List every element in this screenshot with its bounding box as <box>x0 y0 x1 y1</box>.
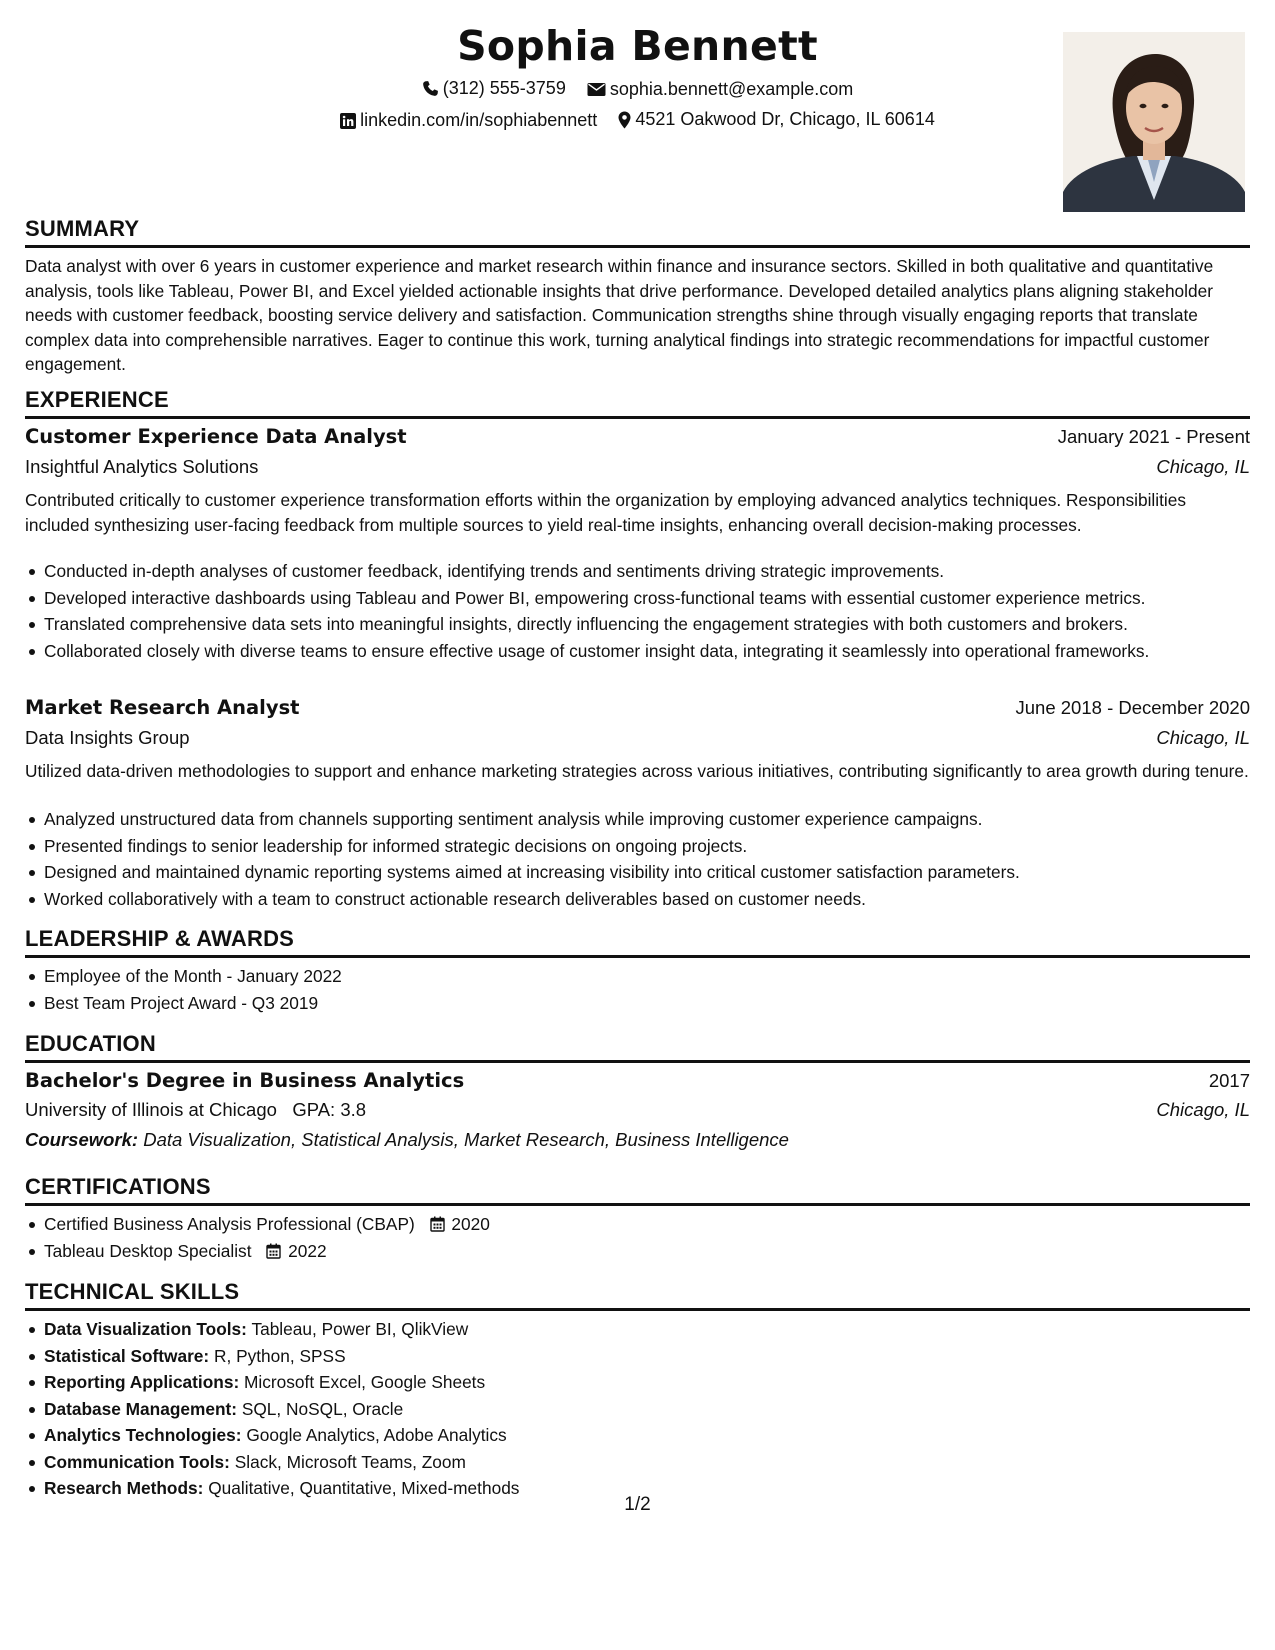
phone-number: (312) 555-3759 <box>442 78 566 98</box>
certification-year: 2022 <box>288 1240 327 1261</box>
list-item: Employee of the Month - January 2022 <box>25 964 1250 989</box>
list-item <box>25 1450 1250 1475</box>
graduation-year: 2017 <box>1208 1070 1250 1091</box>
calendar-icon <box>266 1243 281 1259</box>
summary-text: Data analyst with over 6 years in customer experience and market research within finance and insurance sectors. Skilled in both qualitative and quantitative analysis, tools like Tableau, Power BI, and Excel yielded actionable insights that drive performance. Developed detailed analytics plans aligning stakeholder needs with customer feedback, boosting service delivery and satisfaction. Communication strengths shine through visually engaging reports that translate complex data into comprehensible narratives. Eager to continue this work, turning analytical findings into strategic recommendations for impactful customer engagement. <box>25 256 1214 374</box>
certifications-heading: CERTIFICATIONS <box>25 1174 1250 1206</box>
summary-heading: SUMMARY <box>25 216 1250 248</box>
list-item <box>25 1344 1250 1369</box>
skill-values: SQL, NoSQL, Oracle <box>241 1398 404 1419</box>
phone-contact <box>422 78 566 99</box>
education-heading: EDUCATION <box>25 1031 1250 1063</box>
list-item: Translated comprehensive data sets into meaningful insights, directly influencing the engagement strategies with both customers and brokers. <box>25 612 1250 637</box>
skill-category: Research Methods: <box>44 1478 204 1498</box>
certifications-list <box>25 1212 1250 1265</box>
skill-category: Database Management: <box>44 1398 238 1419</box>
skill-values: Qualitative, Quantitative, Mixed-methods <box>208 1478 520 1498</box>
email-contact[interactable] <box>587 79 853 100</box>
list-item <box>25 1423 1250 1448</box>
skill-values: Slack, Microsoft Teams, Zoom <box>234 1451 466 1472</box>
list-item: Designed and maintained dynamic reporting systems aimed at increasing visibility into critical customer satisfaction parameters. <box>25 860 1250 885</box>
address-contact <box>618 109 935 130</box>
location-pin-icon <box>618 111 631 129</box>
school-name: University of Illinois at Chicago <box>25 1099 277 1120</box>
list-item: Developed interactive dashboards using Tableau and Power BI, empowering cross-functional teams with essential customer experience metrics. <box>25 586 1250 611</box>
list-item: Presented findings to senior leadership for informed strategic decisions on ongoing projects. <box>25 834 1250 859</box>
list-item: Worked collaboratively with a team to construct actionable research deliverables based on customer needs. <box>25 887 1250 912</box>
profile-photo <box>1063 32 1245 212</box>
experience-heading: EXPERIENCE <box>25 387 1250 419</box>
job-bullets <box>25 559 1250 665</box>
awards-list <box>25 964 1250 1017</box>
skill-values: Microsoft Excel, Google Sheets <box>244 1372 486 1392</box>
gpa: GPA: 3.8 <box>292 1099 367 1120</box>
job-description: Contributed critically to customer experience transformation efforts within the organization by employing advanced analytics techniques. Responsibilities included synthesizing user-facing feedback from multiple sources to yield real-time insights, enhancing overall decision-making processes. <box>25 490 1187 535</box>
envelope-icon <box>587 82 606 97</box>
list-item: Analyzed unstructured data from channels supporting sentiment analysis while improving customer experience campaigns. <box>25 807 1250 832</box>
candidate-name: Sophia Bennett <box>457 22 818 70</box>
coursework-line <box>25 1129 789 1151</box>
list-item <box>25 1239 1250 1264</box>
skill-category: Data Visualization Tools: <box>44 1319 247 1339</box>
skill-category: Communication Tools: <box>44 1451 230 1472</box>
school-line <box>25 1099 366 1121</box>
list-item: Best Team Project Award - Q3 2019 <box>25 991 1250 1016</box>
linkedin-url[interactable]: linkedin.com/in/sophiabennett <box>360 110 598 130</box>
job-company: Data Insights Group <box>25 727 190 748</box>
skill-values: Tableau, Power BI, QlikView <box>251 1319 469 1339</box>
job-dates: January 2021 - Present <box>1057 426 1250 447</box>
linkedin-icon <box>340 113 356 129</box>
skills-heading: TECHNICAL SKILLS <box>25 1279 1250 1311</box>
job-location: Chicago, IL <box>1156 456 1250 477</box>
resume-page <box>25 0 1250 1650</box>
phone-icon <box>422 80 439 97</box>
list-item <box>25 1397 1250 1422</box>
skill-category: Reporting Applications: <box>44 1372 240 1392</box>
degree-title: Bachelor's Degree in Business Analytics <box>25 1069 465 1092</box>
certification-year: 2020 <box>451 1214 490 1234</box>
coursework-label: Coursework: <box>25 1129 139 1150</box>
list-item <box>25 1212 1250 1237</box>
list-item: Conducted in-depth analyses of customer feedback, identifying trends and sentiments driving strategic improvements. <box>25 559 1250 584</box>
linkedin-contact[interactable] <box>340 110 597 131</box>
school-location: Chicago, IL <box>1156 1099 1250 1120</box>
certification-name: Tableau Desktop Specialist <box>44 1240 252 1261</box>
job-title: Market Research Analyst <box>25 696 300 719</box>
job-title: Customer Experience Data Analyst <box>25 425 407 448</box>
street-address: 4521 Oakwood Dr, Chicago, IL 60614 <box>635 109 935 129</box>
job-bullets <box>25 807 1250 913</box>
job-location: Chicago, IL <box>1156 727 1250 748</box>
email-address[interactable]: sophia.bennett@example.com <box>609 79 854 99</box>
calendar-icon <box>430 1216 445 1232</box>
skill-category: Statistical Software: <box>44 1345 210 1366</box>
page-number: 1/2 <box>624 1494 651 1515</box>
leadership-heading: LEADERSHIP & AWARDS <box>25 926 1250 958</box>
job-description: Utilized data-driven methodologies to support and enhance marketing strategies across various initiatives, contributing significantly to area growth during tenure. <box>25 761 1249 781</box>
skill-values: Google Analytics, Adobe Analytics <box>246 1425 507 1445</box>
list-item <box>25 1317 1250 1342</box>
list-item <box>25 1370 1250 1395</box>
job-dates: June 2018 - December 2020 <box>1015 697 1250 718</box>
skills-list <box>25 1317 1250 1503</box>
skill-values: R, Python, SPSS <box>214 1345 346 1366</box>
job-company: Insightful Analytics Solutions <box>25 456 259 477</box>
list-item: Collaborated closely with diverse teams to ensure effective usage of customer insight data, integrating it seamlessly into operational frameworks. <box>25 639 1250 664</box>
coursework-list: Data Visualization, Statistical Analysis, Market Research, Business Intelligence <box>143 1129 789 1150</box>
skill-category: Analytics Technologies: <box>44 1425 242 1445</box>
certification-name: Certified Business Analysis Professional (CBAP) <box>44 1214 415 1234</box>
